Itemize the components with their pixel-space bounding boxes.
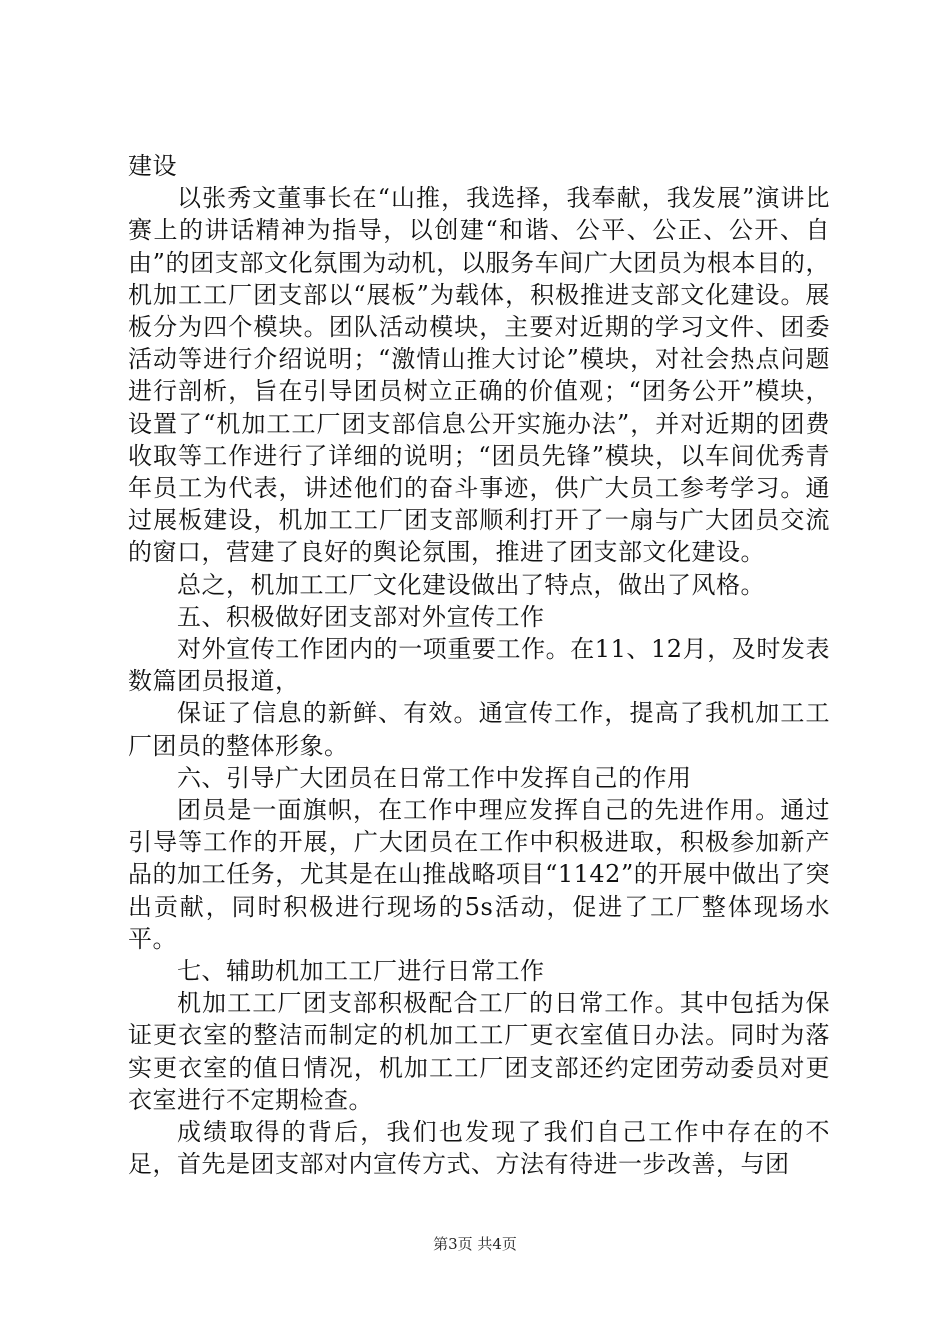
section-heading-6: 六、引导广大团员在日常工作中发挥自己的作用 [177, 763, 692, 792]
paragraph-external-publicity: 对外宣传工作团内的一项重要工作。在11、12月，及时发表数篇团员报道， [128, 635, 830, 696]
paragraph-publicity-result: 保证了信息的新鲜、有效。通宣传工作，提高了我机加工工厂团员的整体形象。 [128, 699, 830, 760]
paragraph-exhibition-board: 以张秀文董事长在“山推，我选择，我奉献，我发展”演讲比赛上的讲话精神为指导，以创建“和谐、公平、公正、公开、自由”的团支部文化氛围为动机，以服务车间广大团员为根本目的，机加工工厂团支部以“展板”为载体，积极推进支部文化建设。展板分为四个模块。团队活动模块，主要对近期的学习文件、团委活动等进行介绍说明；“激情山推大讨论”模块，对社会热点问题进行剖析，旨在引导团员树立正确的价值观；“团务公开”模块，设置了“机加工工厂团支部信息公开实施办法”，并对近期的团费收取等工作进行了详细的说明；“团员先锋”模块，以车间优秀青年员工为代表，讲述他们的奋斗事迹，供广大员工参考学习。通过展板建设，机加工工厂团支部顺利打开了一扇与广大团员交流的窗口，营建了良好的舆论氛围，推进了团支部文化建设。 [128, 184, 830, 567]
paragraph-continuation: 建设 [128, 152, 177, 180]
section-heading-7: 七、辅助机加工工厂进行日常工作 [177, 957, 545, 986]
section-heading-5: 五、积极做好团支部对外宣传工作 [177, 602, 545, 631]
page-number-footer: 第3页 共4页 [433, 1235, 517, 1253]
document-body [128, 150, 830, 1181]
paragraph-daily-work: 机加工工厂团支部积极配合工厂的日常工作。其中包括为保证更衣室的整洁而制定的机加工工厂更衣室值日办法。同时为落实更衣室的值日情况，机加工工厂团支部还约定团劳动委员对更衣室进行不定期检查。 [128, 989, 830, 1114]
paragraph-summary: 总之，机加工工厂文化建设做出了特点，做出了风格。 [177, 570, 765, 599]
paragraph-member-role: 团员是一面旗帜，在工作中理应发挥自己的先进作用。通过引导等工作的开展，广大团员在工作中积极进取，积极参加新产品的加工任务，尤其是在山推战略项目“1142”的开展中做出了突出贡献，同时积极进行现场的5s活动，促进了工厂整体现场水平。 [128, 796, 830, 953]
paragraph-shortcomings: 成绩取得的背后，我们也发现了我们自己工作中存在的不足，首先是团支部对内宣传方式、方法有待进一步改善，与团 [128, 1118, 830, 1179]
